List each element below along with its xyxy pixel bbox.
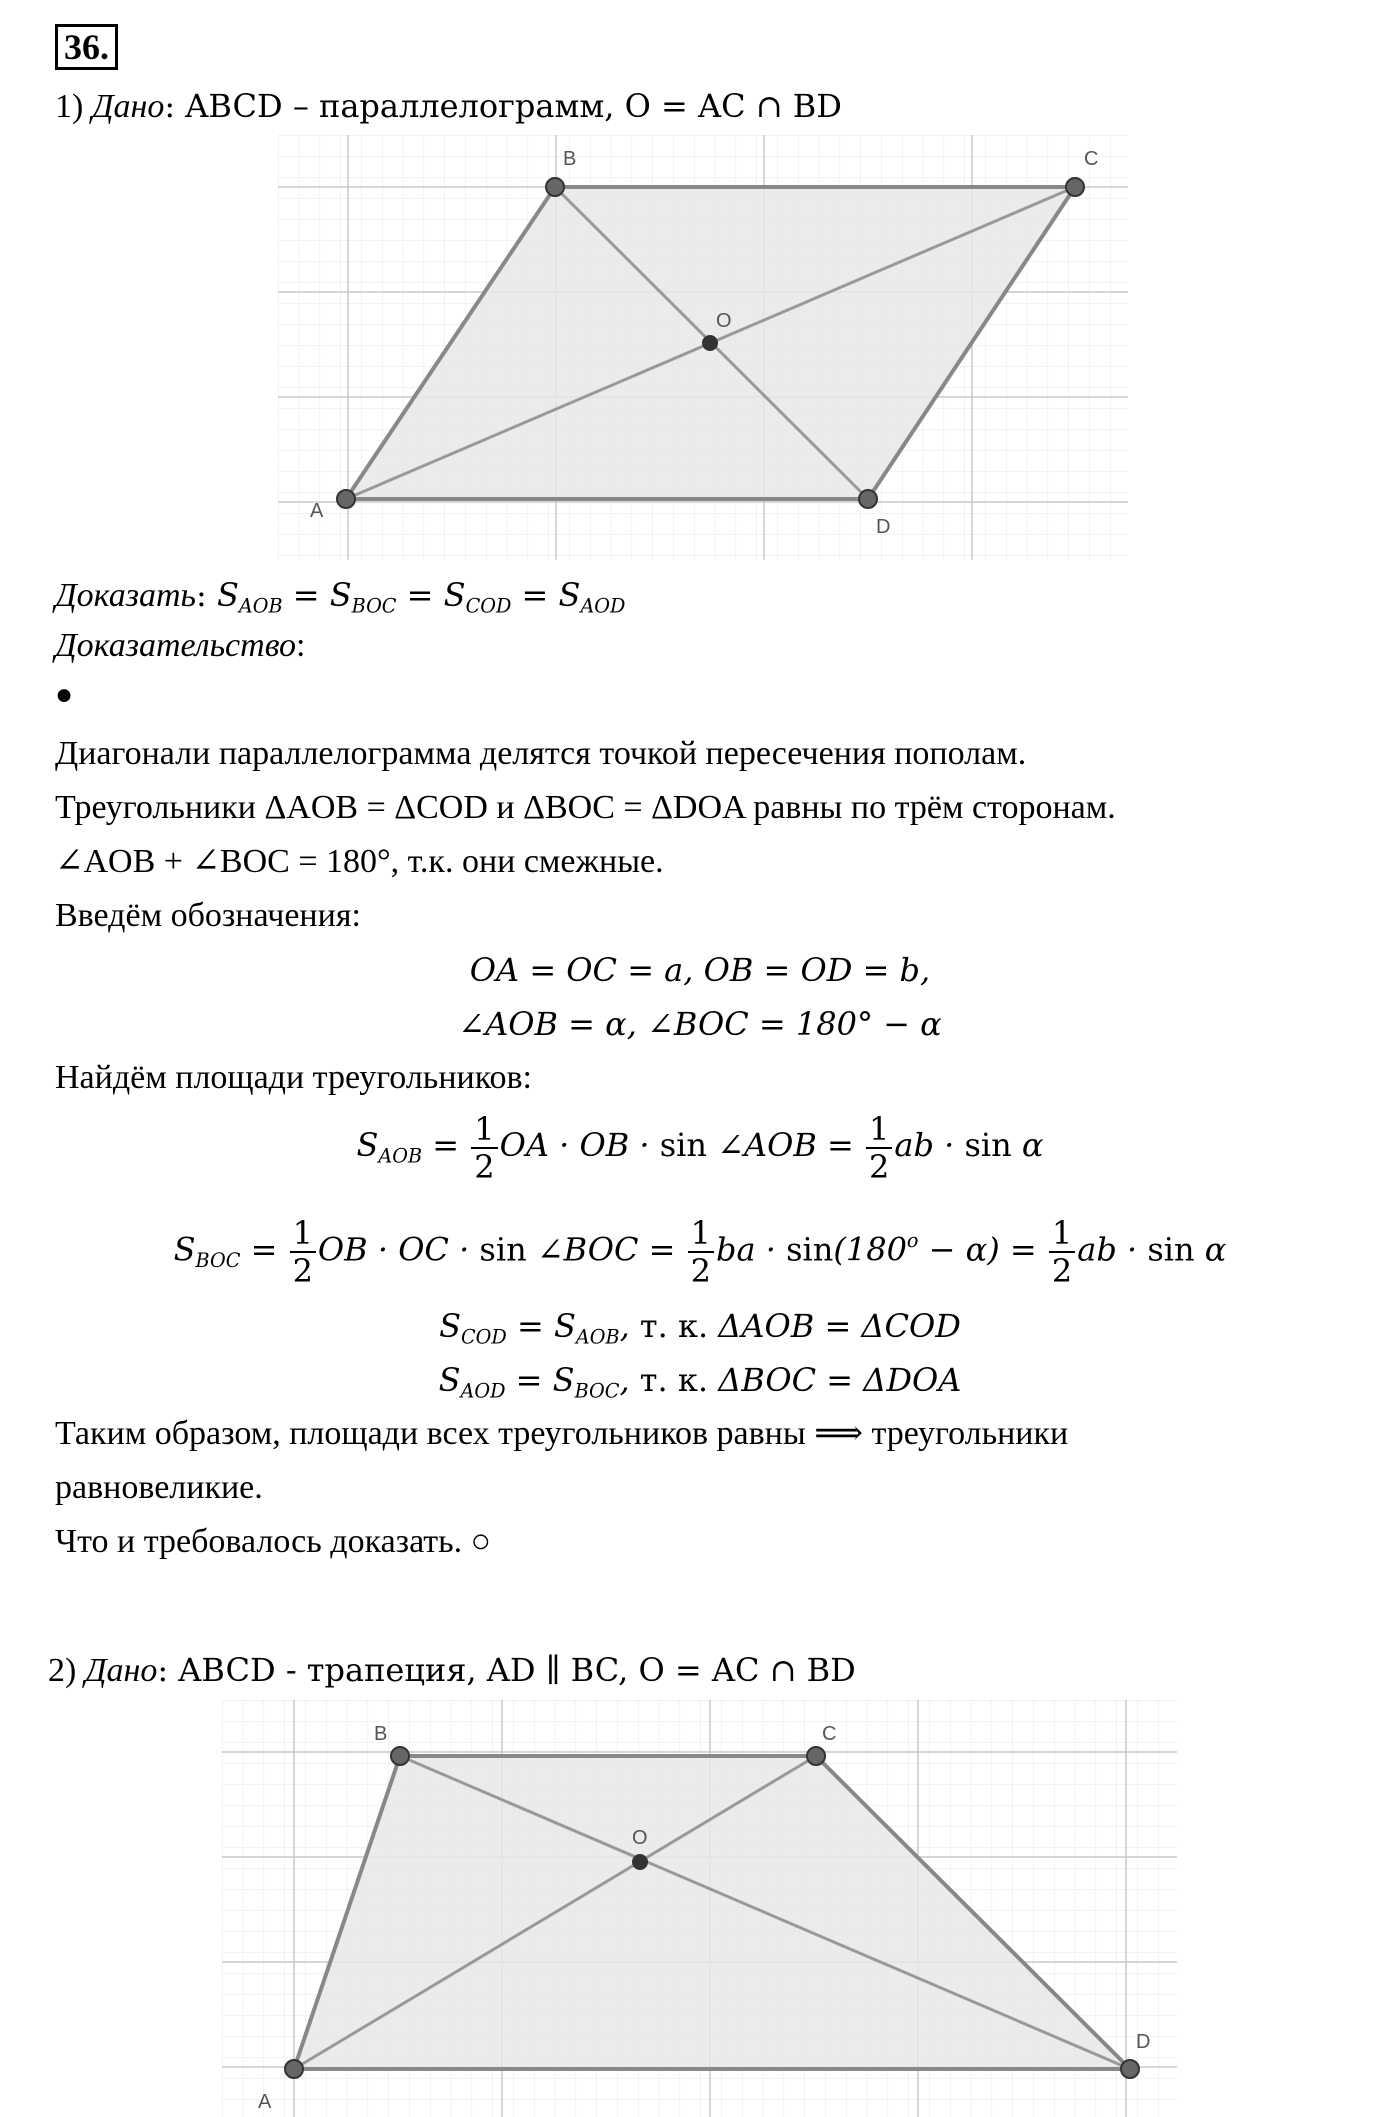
label-c-2: C — [822, 1723, 837, 1745]
notation-1: OA = OC = a, OB = OD = b, — [469, 951, 931, 989]
point-o — [703, 336, 717, 350]
part2-given-text: : ABCD - трапеция, AD ∥ BC, O = AC ∩ BD — [157, 1651, 856, 1689]
label-d: D — [876, 516, 891, 538]
bullet: ● — [55, 678, 74, 711]
conclusion-line-1: Таким образом, площади всех треугольников равны ⟹ треугольники — [55, 1415, 1069, 1452]
point-a-2 — [285, 2060, 303, 2078]
label-o: O — [716, 310, 732, 332]
point-a — [337, 490, 355, 508]
proof-colon: : — [296, 627, 306, 664]
point-b-2 — [391, 1747, 409, 1765]
prove-line: Доказать: $S_{AOB} = S_{BOC} = S_{COD} = S_{AOD}$ — [55, 576, 626, 618]
label-b: B — [563, 148, 577, 170]
label-c: C — [1084, 148, 1099, 170]
part1-label: 1) — [55, 88, 92, 125]
formula-1: $S_{AOB}$ = $\frac{1}{2}$ OA · OB · sin ∠AOB = $\frac{1}{2}$ ab · sin α — [356, 1109, 1044, 1186]
point-o-2 — [633, 1855, 647, 1869]
part2-label: 2) — [48, 1652, 85, 1689]
label-d-2: D — [1136, 2031, 1151, 2053]
formula-3: $S_{COD} = S_{AOB}$, т. к. ΔAOB = ΔCOD — [439, 1307, 961, 1349]
point-b — [546, 178, 564, 196]
given-word-2: Дано — [84, 1652, 158, 1689]
proof-line-1: Диагонали параллелограмма делятся точкой пересечения пополам. — [55, 735, 1027, 772]
label-a: A — [310, 500, 324, 522]
part1-given — [55, 86, 842, 127]
given-word: Дано — [91, 88, 165, 125]
trapezoid-figure — [222, 1700, 1177, 2117]
proof-line-4: Введём обозначения: — [55, 897, 361, 934]
find-areas: Найдём площади треугольников: — [55, 1059, 532, 1096]
parallelogram-figure — [278, 135, 1128, 560]
prove-word: Доказать — [55, 577, 196, 614]
proof-heading — [55, 626, 305, 666]
part2-given — [48, 1650, 856, 1691]
label-a-2: A — [258, 2091, 272, 2113]
point-d-2 — [1121, 2060, 1139, 2078]
formula-4: $S_{AOD} = S_{BOC}$, т. к. ΔBOC = ΔDOA — [438, 1361, 962, 1403]
proof-line-3: ∠AOB + ∠BOC = 180°, т.к. они смежные. — [55, 843, 664, 880]
problem-number: 36. — [55, 24, 118, 70]
label-b-2: B — [374, 1723, 388, 1745]
point-c-2 — [807, 1747, 825, 1765]
qed-line: Что и требовалось доказать. ○ — [55, 1523, 492, 1560]
conclusion-line-2: равновеликие. — [55, 1469, 263, 1506]
notation-2: ∠AOB = α, ∠BOC = 180° − α — [458, 1005, 942, 1043]
point-c — [1066, 178, 1084, 196]
point-d — [859, 490, 877, 508]
part1-given-text: : ABCD – параллелограмм, O = AC ∩ BD — [164, 87, 842, 125]
formula-2: $S_{BOC}$ = $\frac{1}{2}$ OB · OC · sin ∠BOC = $\frac{1}{2}$ ba · $\sin(180^o - \alpha)$ = $\frac{1}{2}$ ab · sin α — [173, 1213, 1227, 1290]
label-o-2: O — [632, 1827, 648, 1849]
proof-line-2: Треугольники ΔAOB = ΔCOD и ΔBOC = ΔDOA равны по трём сторонам. — [55, 789, 1116, 826]
proof-word: Доказательство — [55, 627, 297, 664]
